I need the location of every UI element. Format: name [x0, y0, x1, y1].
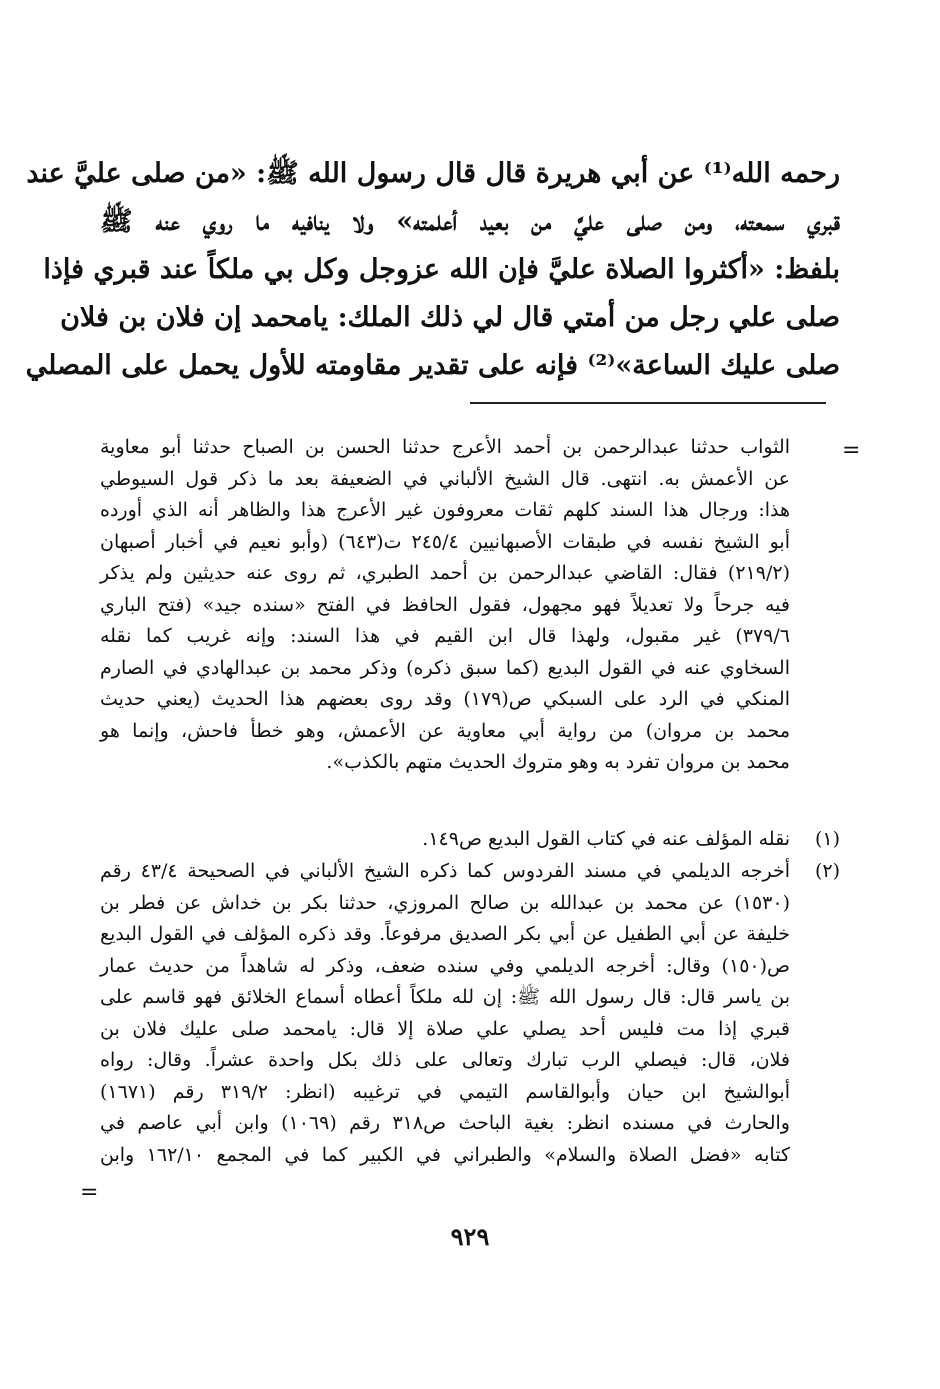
footnote-2: [100, 856, 840, 1171]
footnote-line: المنكي في الرد على السبكي ص(١٧٩) وقد روى بعضهم هذا الحديث (يعني حديث: [100, 688, 791, 710]
footnote-line: كتابه «فضل الصلاة والسلام» والطبراني في الكبير كما في المجمع ١٦٢/١٠ وابن: [100, 1143, 790, 1166]
footnote-line: نقله المؤلف عنه في كتاب القول البديع ص١٤٩.: [422, 828, 790, 850]
page-number: ٩٢٩: [450, 1222, 490, 1251]
footnote-line: فيه جرحاً ولا تعديلاً فهو مجهول، فقول الحافظ في الفتح «سنده جيد» (فتح الباري: [100, 593, 790, 616]
footnote-line: (١٥٣٠) عن محمد بن عبدالله بن صالح المروزي، حدثنا بكر بن خداش عن فطر بن: [100, 891, 790, 914]
footnote-line: (٢١٩/٢) فقال: القاضي عبدالرحمن بن أحمد الطبري، ثم روى عنه حديثين ولم يذكر: [100, 562, 790, 584]
footnote-line: أبو الشيخ نفسه في طبقات الأصبهانيين ٢٤٥/٤ ت(٦٤٣) (وأبو نعيم في أخبار أصبهان: [100, 530, 791, 553]
footnote-line: السخاوي عنه في القول البديع (كما سبق ذكره) وذكر محمد بن عبدالهادي في الصارم: [100, 656, 790, 679]
footnote-line: محمد بن مروان تفرد به وهو متروك الحديث متهم بالكذب».: [326, 751, 790, 773]
footnote-line: أخرجه الديلمي في مسند الفردوس كما ذكره الشيخ الألباني في الصحيحة ٤٣/٤ رقم: [100, 860, 790, 882]
footnote-line: عن الأعمش به. انتهى. قال الشيخ الألباني في الضعيفة بعد ما ذكر قول السيوطي: [100, 467, 790, 490]
main-text-line: صلى عليك الساعة»⁽²⁾ فإنه على تقدير مقاومته للأول يحمل على المصلي: [25, 350, 840, 381]
footnote-line: والحارث في مسنده انظر: بغية الباحث ص٣١٨ رقم (١٠٦٩) وابن أبي عاصم في: [100, 1112, 790, 1134]
footnote-number: (١): [814, 828, 840, 850]
footnote-continuation: [100, 432, 790, 779]
footnote-line: الثواب حدثنا عبدالرحمن بن أحمد الأعرج حدثنا الحسن بن الصباح حدثنا أبو معاوية: [100, 436, 790, 458]
footnote-number: (٢): [814, 860, 840, 882]
footnote-separator: [470, 402, 826, 404]
footnote-continuation-marker: =: [842, 438, 861, 463]
main-text-line: صلى علي رجل من أمتي قال لي ذلك الملك: يامحمد إن فلان بن فلان: [60, 302, 840, 333]
main-text-line: رحمه الله⁽¹⁾ عن أبي هريرة قال قال رسول الله ﷺ: «من صلى عليَّ عند: [26, 158, 840, 189]
footnote-line: خليفة عن أبي الطفيل عن أبي بكر الصديق مرفوعاً. وقد ذكره المؤلف في القول البديع: [100, 923, 790, 945]
footnote-line: ٣٧٩/٦) غير مقبول، ولهذا قال ابن القيم في هذا السند: وإنه غريب كما نقله: [100, 625, 790, 647]
footnote-line: ص(١٥٠) وقال: أخرجه الديلمي وفي سنده ضعف، وذكر له شاهداً من حديث عمار: [100, 954, 790, 977]
footnote-line: فلان، قال: فيصلي الرب تبارك وتعالى على ذلك بكل واحدة عشراً. وقال: رواه: [100, 1049, 790, 1071]
footnote-line: قبري إذا مت فليس أحد يصلي علي صلاة إلا قال: يامحمد صلى عليك فلان بن: [100, 1017, 790, 1040]
continuation-marker: =: [80, 1180, 99, 1205]
main-text-line: قبري سمعته، ومن صلى عليَّ من بعيد أعلمته» ولا ينافيه ما روي عنه ﷺ: [100, 206, 840, 237]
main-text-line: بلفظ: «أكثروا الصلاة عليَّ فإن الله عزوجل وكل بي ملكاً عند قبري فإذا: [43, 254, 840, 285]
footnote-1: [100, 824, 840, 856]
footnote-line: محمد بن مروان) من رواية أبي معاوية عن الأعمش، وهو خطأ فاحش، وإنما هو: [100, 719, 790, 742]
main-text: [25, 150, 840, 390]
footnote-line: هذا: ورجال هذا السند كلهم ثقات معروفون غير الأعرج هذا والظاهر أنه الذي أورده: [100, 499, 790, 521]
footnote-line: أبوالشيخ ابن حيان وأبوالقاسم التيمي في ترغيبه (انظر: ٣١٩/٢ رقم (١٦٧١): [100, 1080, 790, 1103]
footnote-line: بن ياسر قال: قال رسول الله ﷺ: إن لله ملكاً أعطاه أسماع الخلائق فهو قاسم على: [100, 986, 790, 1008]
